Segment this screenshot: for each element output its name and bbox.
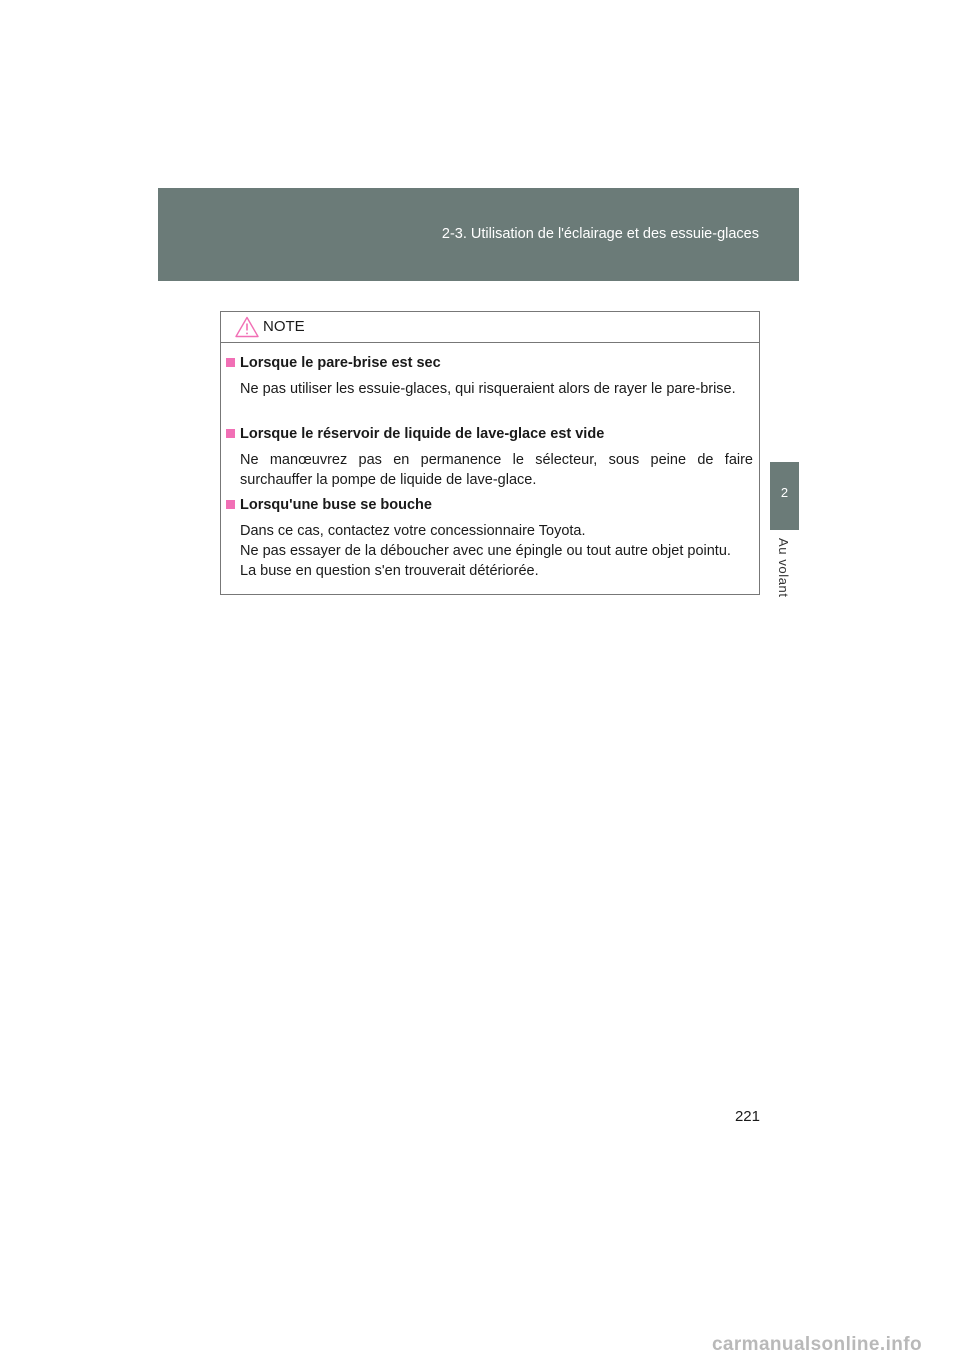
section-heading — [221, 495, 759, 515]
watermark — [0, 1334, 960, 1358]
note-box — [220, 311, 760, 595]
chapter-tab — [770, 462, 799, 530]
section-heading-text: Lorsqu'une buse se bouche — [240, 497, 432, 513]
section-title: 2-3. Utilisation de l'éclairage et des essuie-glaces — [441, 226, 759, 242]
chapter-label-text: Au volant — [776, 538, 791, 598]
note-header — [221, 312, 759, 343]
bullet-square-icon — [226, 500, 235, 509]
note-body — [221, 343, 759, 594]
section-text-line: Dans ce cas, contactez votre concessionnaire Toyota. — [240, 523, 586, 539]
header-band — [158, 188, 799, 281]
section-heading-text: Lorsque le pare-brise est sec — [240, 355, 441, 371]
note-section — [221, 424, 759, 490]
note-section — [221, 353, 759, 399]
chapter-number: 2 — [780, 485, 789, 500]
watermark-text: carmanualsonline.info — [711, 1334, 922, 1355]
note-title: NOTE — [263, 318, 305, 335]
bullet-square-icon — [226, 358, 235, 367]
section-heading-text: Lorsque le réservoir de liquide de lave-glace est vide — [240, 426, 605, 442]
section-heading — [221, 424, 759, 444]
section-text-line: La buse en question s'en trouverait détériorée. — [240, 563, 539, 579]
page-number: 221 — [734, 1108, 760, 1125]
section-text: Ne pas utiliser les essuie-glaces, qui risqueraient alors de rayer le pare-brise. — [240, 381, 736, 397]
section-heading — [221, 353, 759, 373]
note-section — [221, 495, 759, 581]
section-text-line: Ne pas essayer de la déboucher avec une épingle ou tout autre objet pointu. — [240, 543, 731, 559]
bullet-square-icon — [226, 429, 235, 438]
section-text: Ne manœuvrez pas en permanence le sélecteur, sous peine de faire surchauffer la pompe de liquide de lave-glace. — [240, 452, 753, 488]
warning-triangle-icon — [235, 316, 259, 338]
chapter-label — [776, 538, 792, 602]
section-text — [240, 521, 753, 581]
